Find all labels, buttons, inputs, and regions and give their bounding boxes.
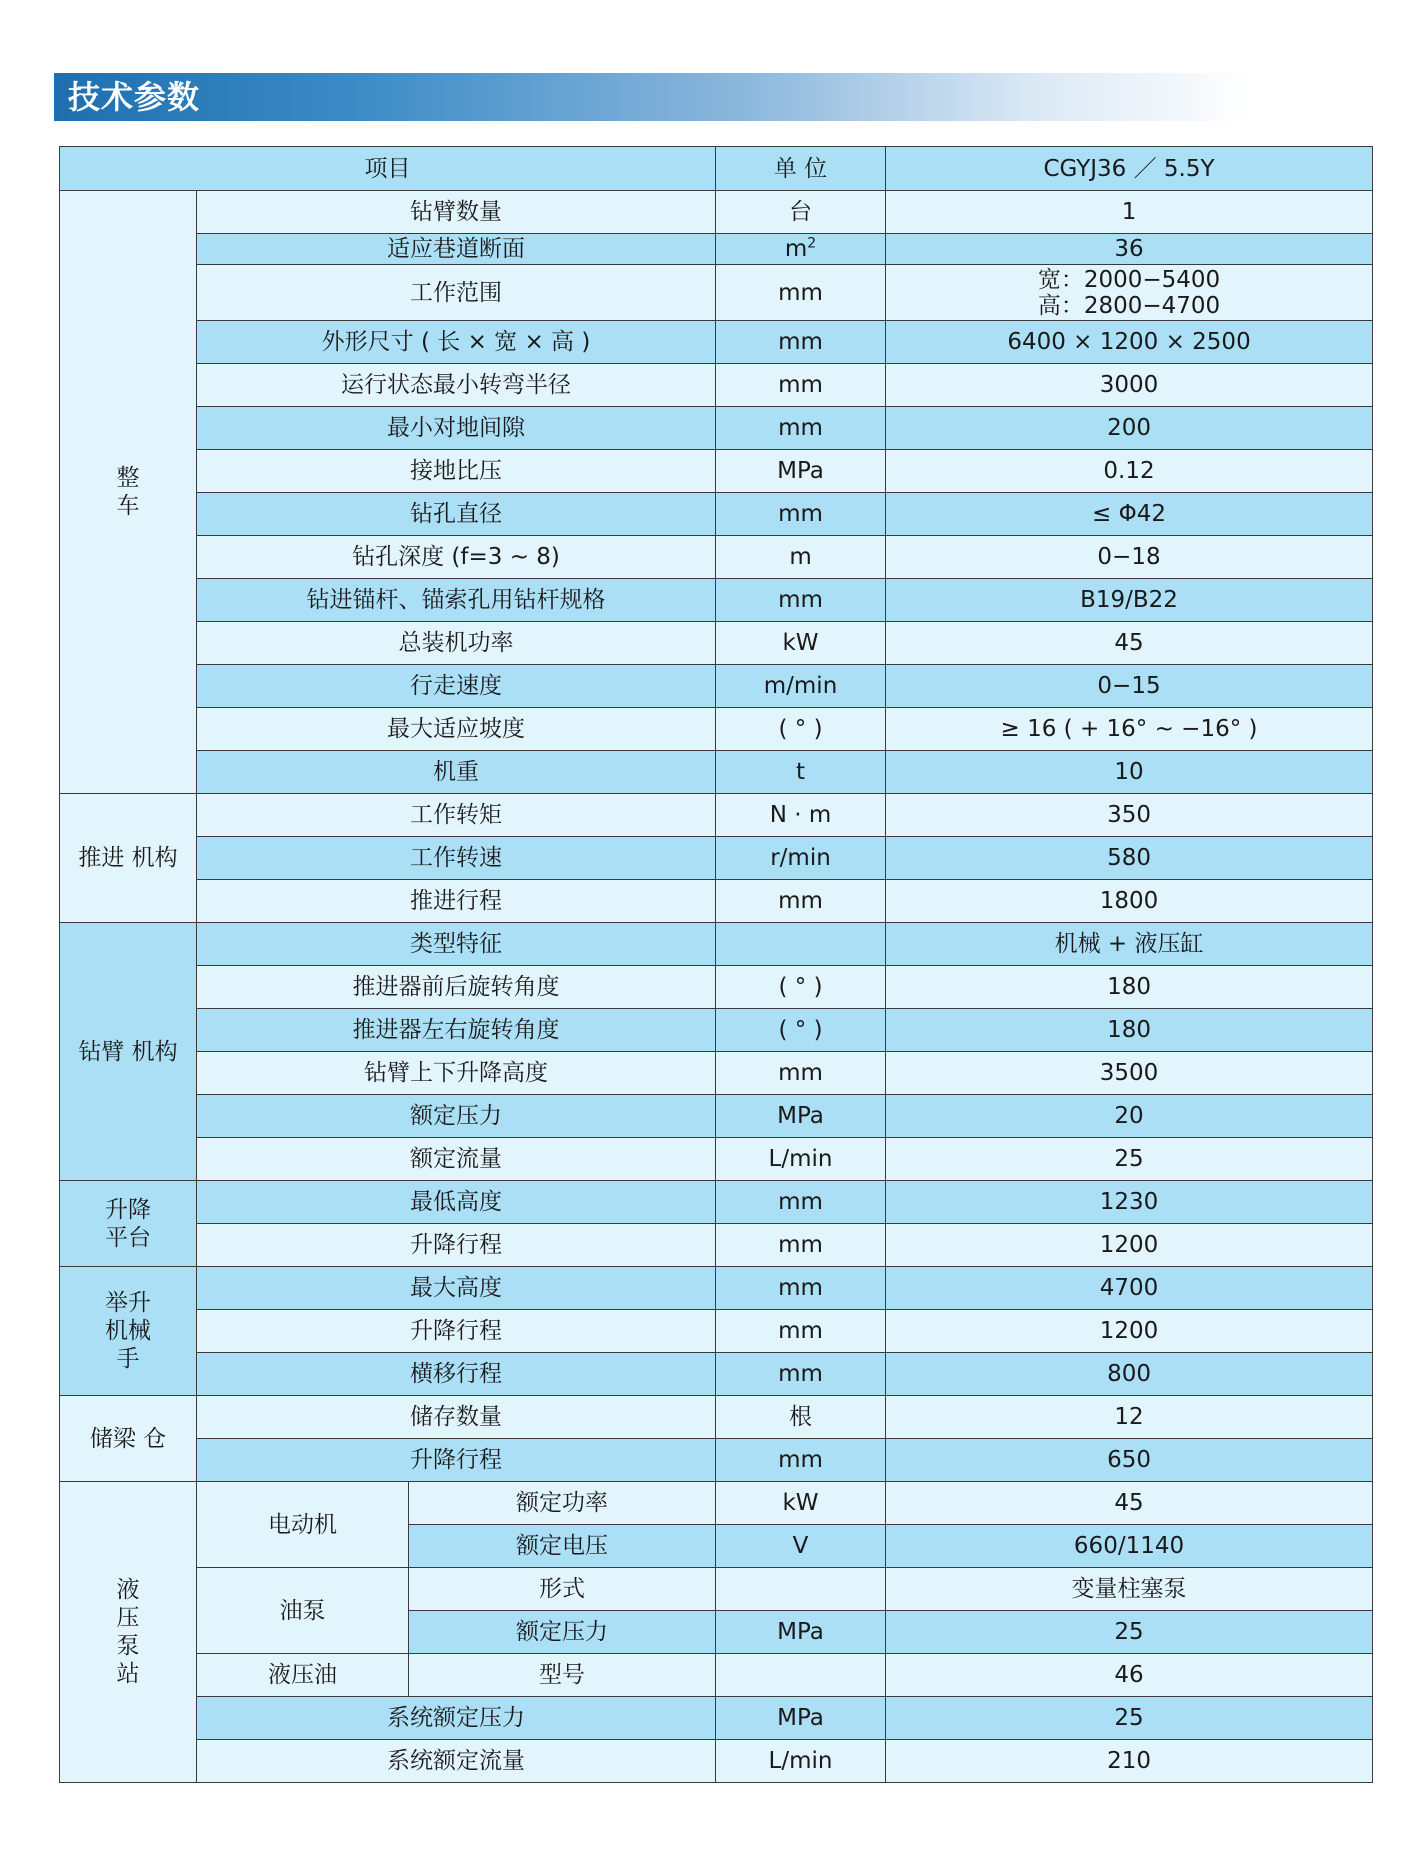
row-value: 46 xyxy=(886,1654,1373,1697)
row-unit xyxy=(716,923,886,966)
row-unit: 根 xyxy=(716,1396,886,1439)
row-item: 升降行程 xyxy=(197,1310,716,1353)
table-row xyxy=(60,191,1373,234)
row-unit: m xyxy=(716,536,886,579)
row-item: 工作转矩 xyxy=(197,794,716,837)
row-unit: mm xyxy=(716,1181,886,1224)
row-item: 储存数量 xyxy=(197,1396,716,1439)
table-row xyxy=(60,407,1373,450)
group-lift-platform: 升降 平台 xyxy=(60,1181,197,1267)
row-value: 1800 xyxy=(886,880,1373,923)
row-unit: t xyxy=(716,751,886,794)
row-item: 升降行程 xyxy=(197,1439,716,1482)
table-row xyxy=(60,1310,1373,1353)
row-value: 1230 xyxy=(886,1181,1373,1224)
table-row xyxy=(60,665,1373,708)
row-unit: mm xyxy=(716,1353,886,1396)
row-value: 6400 × 1200 × 2500 xyxy=(886,321,1373,364)
row-item: 最大适应坡度 xyxy=(197,708,716,751)
row-unit: mm xyxy=(716,407,886,450)
row-value: 36 xyxy=(886,234,1373,265)
row-item: 行走速度 xyxy=(197,665,716,708)
row-value: 3500 xyxy=(886,1052,1373,1095)
row-unit: mm xyxy=(716,493,886,536)
row-unit: L/min xyxy=(716,1138,886,1181)
row-item: 额定压力 xyxy=(197,1095,716,1138)
row-value: 0.12 xyxy=(886,450,1373,493)
row-unit: L/min xyxy=(716,1740,886,1783)
row-unit: MPa xyxy=(716,1697,886,1740)
table-header-row xyxy=(60,147,1373,191)
row-item: 类型特征 xyxy=(197,923,716,966)
row-item: 横移行程 xyxy=(197,1353,716,1396)
row-unit: mm xyxy=(716,579,886,622)
row-value: 580 xyxy=(886,837,1373,880)
table-row xyxy=(60,1224,1373,1267)
row-unit: kW xyxy=(716,622,886,665)
row-item: 额定压力 xyxy=(409,1611,716,1654)
table-row xyxy=(60,794,1373,837)
header-unit: 单 位 xyxy=(716,147,886,191)
row-item: 推进行程 xyxy=(197,880,716,923)
table-row xyxy=(60,1267,1373,1310)
row-unit: mm xyxy=(716,1310,886,1353)
table-row xyxy=(60,234,1373,265)
table-row xyxy=(60,1482,1373,1525)
row-item: 型号 xyxy=(409,1654,716,1697)
row-value: 210 xyxy=(886,1740,1373,1783)
row-unit: r/min xyxy=(716,837,886,880)
row-item: 最大高度 xyxy=(197,1267,716,1310)
row-value: 20 xyxy=(886,1095,1373,1138)
row-value: 0−15 xyxy=(886,665,1373,708)
table-row xyxy=(60,1654,1373,1697)
table-row xyxy=(60,493,1373,536)
row-value: 3000 xyxy=(886,364,1373,407)
row-unit: N · m xyxy=(716,794,886,837)
row-value: 350 xyxy=(886,794,1373,837)
table-row xyxy=(60,966,1373,1009)
group-propulsion: 推进 机构 xyxy=(60,794,197,923)
row-item: 额定功率 xyxy=(409,1482,716,1525)
subgroup-oil-pump: 油泵 xyxy=(197,1568,409,1654)
row-item: 钻孔深度 (f=3 ~ 8) xyxy=(197,536,716,579)
row-unit: mm xyxy=(716,1439,886,1482)
row-item: 外形尺寸 ( 长 × 宽 × 高 ) xyxy=(197,321,716,364)
table-row xyxy=(60,1353,1373,1396)
row-item: 接地比压 xyxy=(197,450,716,493)
group-hydraulic-station: 液 压 泵 站 xyxy=(60,1482,197,1783)
subgroup-motor: 电动机 xyxy=(197,1482,409,1568)
row-unit: 台 xyxy=(716,191,886,234)
row-unit: mm xyxy=(716,880,886,923)
table-row xyxy=(60,536,1373,579)
table-row xyxy=(60,1439,1373,1482)
row-value: 200 xyxy=(886,407,1373,450)
row-unit: mm xyxy=(716,321,886,364)
table-row xyxy=(60,622,1373,665)
table-row xyxy=(60,579,1373,622)
table-row xyxy=(60,364,1373,407)
row-item: 升降行程 xyxy=(197,1224,716,1267)
row-item: 额定流量 xyxy=(197,1138,716,1181)
subgroup-hydraulic-oil: 液压油 xyxy=(197,1654,409,1697)
row-value: 0−18 xyxy=(886,536,1373,579)
table-row xyxy=(60,1009,1373,1052)
row-value: 650 xyxy=(886,1439,1373,1482)
row-item: 总装机功率 xyxy=(197,622,716,665)
row-item: 钻孔直径 xyxy=(197,493,716,536)
row-value: 变量柱塞泵 xyxy=(886,1568,1373,1611)
row-value: 4700 xyxy=(886,1267,1373,1310)
row-item: 工作转速 xyxy=(197,837,716,880)
row-value: 45 xyxy=(886,1482,1373,1525)
table-row xyxy=(60,321,1373,364)
row-unit: MPa xyxy=(716,450,886,493)
row-unit: ( ° ) xyxy=(716,966,886,1009)
table-row xyxy=(60,1740,1373,1783)
row-item: 运行状态最小转弯半径 xyxy=(197,364,716,407)
row-unit: m/min xyxy=(716,665,886,708)
row-item: 钻进锚杆、锚索孔用钻杆规格 xyxy=(197,579,716,622)
spec-table xyxy=(59,146,1373,1783)
row-unit xyxy=(716,1568,886,1611)
row-item: 推进器前后旋转角度 xyxy=(197,966,716,1009)
row-item: 工作范围 xyxy=(197,265,716,321)
row-value: 800 xyxy=(886,1353,1373,1396)
table-row xyxy=(60,1396,1373,1439)
row-item: 适应巷道断面 xyxy=(197,234,716,265)
row-unit: ( ° ) xyxy=(716,708,886,751)
row-unit: mm xyxy=(716,1052,886,1095)
table-row xyxy=(60,1697,1373,1740)
section-title: 技术参数 xyxy=(68,78,201,116)
row-value: 宽：2000−5400 高：2800−4700 xyxy=(886,265,1373,321)
group-beam-storage: 储梁 仓 xyxy=(60,1396,197,1482)
table-row xyxy=(60,265,1373,321)
table-row xyxy=(60,837,1373,880)
row-value: 机械 + 液压缸 xyxy=(886,923,1373,966)
row-value: B19/B22 xyxy=(886,579,1373,622)
row-value: 45 xyxy=(886,622,1373,665)
row-unit: V xyxy=(716,1525,886,1568)
row-unit: mm xyxy=(716,1267,886,1310)
row-unit: MPa xyxy=(716,1095,886,1138)
row-value: 1 xyxy=(886,191,1373,234)
group-drill-arm: 钻臂 机构 xyxy=(60,923,197,1181)
table-row xyxy=(60,1052,1373,1095)
row-value: 10 xyxy=(886,751,1373,794)
header-model: CGYJ36 ／ 5.5Y xyxy=(886,147,1373,191)
row-item: 形式 xyxy=(409,1568,716,1611)
table-row xyxy=(60,923,1373,966)
row-item: 最小对地间隙 xyxy=(197,407,716,450)
table-row xyxy=(60,1181,1373,1224)
row-item: 钻臂上下升降高度 xyxy=(197,1052,716,1095)
table-row xyxy=(60,708,1373,751)
row-item: 系统额定流量 xyxy=(197,1740,716,1783)
table-row xyxy=(60,751,1373,794)
row-unit: MPa xyxy=(716,1611,886,1654)
row-value: 180 xyxy=(886,1009,1373,1052)
table-row xyxy=(60,1138,1373,1181)
row-item: 机重 xyxy=(197,751,716,794)
table-row xyxy=(60,1568,1373,1611)
table-row xyxy=(60,880,1373,923)
group-whole-vehicle: 整 车 xyxy=(60,191,197,794)
row-value: 660/1140 xyxy=(886,1525,1373,1568)
table-row xyxy=(60,1095,1373,1138)
row-value: 25 xyxy=(886,1697,1373,1740)
row-unit: mm xyxy=(716,1224,886,1267)
row-unit: mm xyxy=(716,364,886,407)
header-item: 项目 xyxy=(60,147,716,191)
row-value: 1200 xyxy=(886,1310,1373,1353)
section-title-bar xyxy=(54,73,1254,121)
row-item: 最低高度 xyxy=(197,1181,716,1224)
row-item: 系统额定压力 xyxy=(197,1697,716,1740)
row-value: 1200 xyxy=(886,1224,1373,1267)
row-value: 180 xyxy=(886,966,1373,1009)
row-unit: ( ° ) xyxy=(716,1009,886,1052)
row-value: 25 xyxy=(886,1138,1373,1181)
row-item: 额定电压 xyxy=(409,1525,716,1568)
row-unit: kW xyxy=(716,1482,886,1525)
row-item: 钻臂数量 xyxy=(197,191,716,234)
table-row xyxy=(60,450,1373,493)
row-value: 25 xyxy=(886,1611,1373,1654)
row-unit: mm xyxy=(716,265,886,321)
row-value: 12 xyxy=(886,1396,1373,1439)
row-value: ≤ Φ42 xyxy=(886,493,1373,536)
row-value: ≥ 16 ( + 16° ~ −16° ) xyxy=(886,708,1373,751)
row-unit: $m^2$ xyxy=(716,234,886,265)
group-lift-manipulator: 举升 机械 手 xyxy=(60,1267,197,1396)
row-item: 推进器左右旋转角度 xyxy=(197,1009,716,1052)
row-unit xyxy=(716,1654,886,1697)
